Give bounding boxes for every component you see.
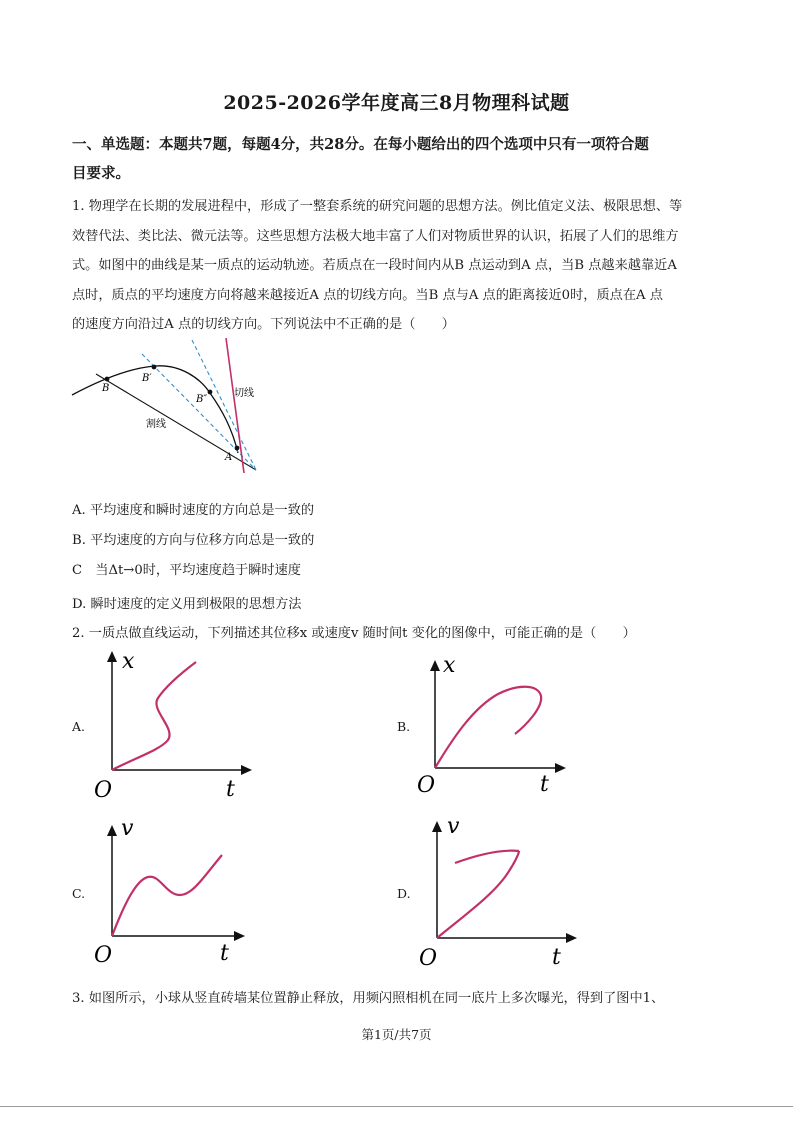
graph-d-option-label[interactable]: D. xyxy=(397,886,411,901)
point-b xyxy=(105,377,110,382)
label-a: A xyxy=(225,452,233,463)
graph-d-y-label: v xyxy=(447,815,460,839)
graph-a-origin-label: O xyxy=(94,778,113,803)
q1-option-a[interactable]: A. 平均速度和瞬时速度的方向总是一致的 xyxy=(72,503,315,518)
point-a xyxy=(235,446,240,451)
label-b2: B″ xyxy=(196,394,208,405)
q1-line: 式。如图中的曲线是某一质点的运动轨迹。若质点在一段时间内从B 点运动到A 点，当B 点越来越靠近A xyxy=(72,258,677,274)
q1-line: 点时，质点的平均速度方向将越来越接近A 点的切线方向。当B 点与A 点的距离接近0时，质点在A 点 xyxy=(72,287,663,303)
graph-b-option-label[interactable]: B. xyxy=(397,719,411,734)
label-b1: B′ xyxy=(142,373,152,384)
graph-b xyxy=(413,648,583,803)
graph-a-curve xyxy=(112,662,196,770)
x-arrow-icon xyxy=(241,765,252,775)
question-3-stem: 3. 如图所示，小球从竖直砖墙某位置静止释放，用频闪照相机在同一底片上多次曝光，得到了图中1、 xyxy=(72,991,665,1006)
x-arrow-icon xyxy=(566,933,577,943)
question-2-stem: 2. 一质点做直线运动，下列描述其位移x 或速度v 随时间t 变化的图像中，可能正确的是（ ） xyxy=(72,626,636,641)
point-b1 xyxy=(152,365,157,370)
y-arrow-icon xyxy=(107,651,117,662)
graph-a-option-label[interactable]: A. xyxy=(72,719,86,734)
point-b2 xyxy=(208,390,213,395)
trajectory-figure xyxy=(70,338,270,473)
page-number: 第1页/共7页 xyxy=(361,1027,432,1042)
q1-option-b[interactable]: B. 平均速度的方向与位移方向总是一致的 xyxy=(72,533,315,548)
graph-d-origin-label: O xyxy=(419,946,438,971)
graph-c-origin-label: O xyxy=(94,943,113,968)
graph-d-curve-lower xyxy=(437,851,519,938)
q1-line: 效替代法、类比法、微元法等。这些思想方法极大地丰富了人们对物质世界的认识，拓展了人们的思维方 xyxy=(72,228,679,244)
q1-option-c[interactable]: C 当Δt→0时，平均速度趋于瞬时速度 xyxy=(72,563,301,578)
graph-c-y-label: v xyxy=(121,816,134,841)
graph-d xyxy=(415,815,590,973)
y-arrow-icon xyxy=(430,660,440,671)
exam-title: 2025-2026学年度高三8月物理科试题 xyxy=(223,92,570,114)
x-arrow-icon xyxy=(234,931,245,941)
y-arrow-icon xyxy=(107,825,117,836)
page-bottom-divider xyxy=(0,1106,793,1107)
q1-line: 1. 物理学在长期的发展进程中，形成了一整套系统的研究问题的思想方法。例比值定义法、极限思想、等 xyxy=(72,199,683,214)
label-b: B xyxy=(102,383,110,394)
graph-a xyxy=(90,648,260,803)
question-1-stem xyxy=(72,192,732,340)
graph-c xyxy=(90,815,260,970)
q1-line: 的速度方向沿过A 点的切线方向。下列说法中不正确的是（ ） xyxy=(72,317,455,333)
graph-b-origin-label: O xyxy=(417,773,436,798)
graph-d-x-label: t xyxy=(552,945,561,970)
q1-option-d[interactable]: D. 瞬时速度的定义用到极限的思想方法 xyxy=(72,597,302,612)
label-secant: 割线 xyxy=(146,419,166,430)
graph-a-y-label: x xyxy=(122,649,135,674)
section-heading xyxy=(72,130,732,188)
x-arrow-icon xyxy=(555,763,566,773)
graph-c-x-label: t xyxy=(220,941,229,966)
label-tangent: 切线 xyxy=(234,388,254,399)
graph-c-curve xyxy=(112,855,222,936)
section-heading-line1: 一、单选题：本题共7题，每题4分，共28分。在每小题给出的四个选项中只有一项符合题 xyxy=(72,136,649,153)
graph-a-x-label: t xyxy=(226,777,235,802)
graph-c-option-label[interactable]: C. xyxy=(72,886,86,901)
graph-d-curve-upper xyxy=(455,851,519,863)
graph-b-x-label: t xyxy=(540,772,549,797)
section-heading-line2: 目要求。 xyxy=(72,165,130,182)
graph-b-y-label: x xyxy=(443,653,456,678)
y-arrow-icon xyxy=(432,821,442,832)
graph-b-curve xyxy=(435,687,541,768)
